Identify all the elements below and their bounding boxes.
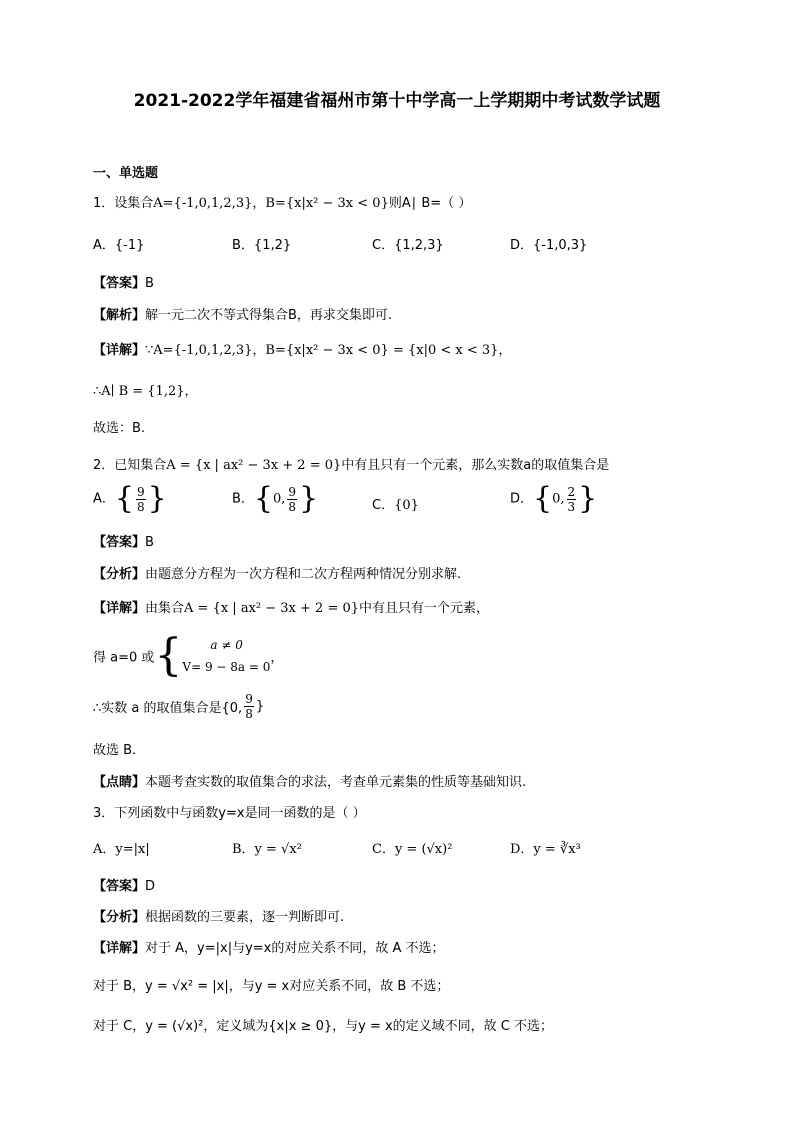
q2-option-d: D．{0, $\frac{2}{3}$ }: [510, 481, 598, 516]
q2-option-c: [372, 494, 419, 513]
system-row-1: a ≠ 0: [210, 638, 243, 652]
q3-analysis: [93, 906, 344, 925]
answer-tag: 【答案】: [93, 535, 146, 550]
q3-detail: [93, 937, 445, 956]
q1-option-a: A．{-1}: [93, 238, 145, 253]
option-label: C．: [372, 498, 395, 513]
q2-option-a: A．{ $\frac{9}{8}$ }: [93, 481, 167, 516]
q1-detail: [93, 339, 511, 358]
q3-option-c: C．y = (√x)²: [372, 842, 453, 857]
q3-option-a: A．y=|x|: [93, 842, 150, 857]
option-pre: 0,: [552, 491, 565, 507]
q1-sep: ，: [252, 196, 266, 211]
q1-option-c: C．{1,2,3}: [372, 238, 444, 253]
analysis-text: 根据函数的三要素，逐一判断即可.: [145, 910, 345, 925]
q1-detail-line2: ∴A∣ B = {1,2}，: [93, 384, 198, 399]
q2-detail: [93, 597, 489, 616]
fraction: [244, 692, 254, 721]
analysis-tag: 【分析】: [93, 910, 146, 925]
answer-value: B: [145, 276, 154, 291]
answer-tag: 【答案】: [93, 276, 146, 291]
q3-detail-line2: 对于 B，y = √x² = |x|，与y = x对应关系不同，故 B 不选；: [93, 979, 450, 994]
detail-text-suffix: 中有且只有一个元素，: [359, 601, 490, 616]
q3-option-d: D．y = ∛x³: [510, 842, 581, 857]
q3-detail-line3: 对于 C，y = (√x)²，定义域为{x|x ≥ 0}，与y = x的定义域不同，故 C 不选；: [93, 1019, 554, 1034]
denominator: 8: [245, 707, 253, 721]
q2-comment: [93, 771, 526, 790]
detail-set: A = {x | ax² − 3x + 2 = 0}: [184, 601, 360, 616]
analysis-text: 由题意分方程为一次方程和二次方程两种情况分别求解.: [145, 567, 462, 582]
result-suffix: }: [255, 699, 265, 714]
answer-value: D: [145, 879, 156, 894]
q2-conclusion: 故选 B．: [93, 743, 146, 758]
q1-set-b: B={x|x² − 3x < 0}: [265, 196, 389, 211]
numerator: 9: [245, 692, 253, 706]
q2-analysis: [93, 563, 461, 582]
system-row-2: V= 9 − 8a = 0: [182, 660, 271, 674]
q2-set: A = {x | ax² − 3x + 2 = 0}: [166, 458, 342, 473]
denominator: 8: [288, 499, 297, 514]
section-heading: 一、单选题: [93, 166, 159, 181]
denominator: 3: [567, 499, 576, 514]
numerator: 9: [137, 484, 145, 499]
detail-tag: 【详解】: [93, 343, 146, 358]
q2-stem-suffix: 中有且只有一个元素，那么实数a的取值集合是: [341, 458, 610, 473]
q2-answer: [93, 531, 154, 550]
analysis-tag: 【解析】: [93, 308, 146, 323]
q3-answer: [93, 875, 155, 894]
detail-tag: 【详解】: [93, 941, 146, 956]
q1-set-a: A={-1,0,1,2,3}: [153, 196, 253, 211]
option-pre: 0,: [273, 491, 286, 507]
comment-tag: 【点睛】: [93, 775, 146, 790]
q1-answer: [93, 272, 154, 291]
q2-stem: [93, 454, 609, 473]
analysis-text: 解一元二次不等式得集合B，再求交集即可.: [145, 308, 393, 323]
equation-system: { a ≠ 0 V= 9 − 8a = 0: [154, 630, 271, 681]
answer-tag: 【答案】: [93, 879, 146, 894]
fraction: [567, 485, 577, 514]
numerator: 2: [567, 484, 576, 499]
comment-text: 本题考查实数的取值集合的求法，考查单元素集的性质等基础知识.: [145, 775, 527, 790]
denominator: 8: [137, 499, 145, 514]
q2-stem-prefix: 2．已知集合: [93, 458, 167, 473]
q1-option-d: D．{-1,0,3}: [510, 238, 588, 253]
q2-option-b: B．{0, $\frac{9}{8}$ }: [232, 481, 319, 516]
option-text: {0}: [394, 498, 419, 513]
q3-option-b: B．y = √x²: [232, 842, 302, 857]
q2-detail-system: [93, 630, 284, 681]
q1-stem-suffix: 则A∣ B=（ ）: [388, 196, 472, 211]
q3-stem: 3．下列函数中与函数y=x是同一函数的是（ ）: [93, 806, 366, 821]
analysis-tag: 【分析】: [93, 567, 146, 582]
page-title: 2021-2022学年福建省福州市第十中学高一上学期期中考试数学试题: [133, 91, 661, 111]
q2-detail-result: [93, 692, 264, 721]
option-label: A．: [93, 491, 115, 507]
q1-conclusion: 故选：B.: [93, 421, 146, 436]
detail-text: 对于 A，y=|x|与y=x的对应关系不同，故 A 不选；: [145, 941, 445, 956]
q1-stem: [93, 192, 471, 211]
system-prefix: 得 a=0 或: [93, 650, 155, 666]
answer-value: B: [145, 535, 154, 550]
detail-tag: 【详解】: [93, 601, 146, 616]
result-prefix: ∴实数 a 的取值集合是{0,: [93, 701, 243, 716]
q1-analysis: [93, 304, 392, 323]
detail-text: 由集合: [145, 601, 185, 616]
system-suffix: ，: [270, 650, 284, 666]
numerator: 9: [288, 484, 297, 499]
q1-option-b: B．{1,2}: [232, 238, 292, 253]
option-label: B．: [232, 491, 254, 507]
fraction: [287, 485, 297, 514]
detail-text: ∵A={-1,0,1,2,3}，B={x|x² − 3x < 0} = {x|0 < x < 3}，: [145, 343, 512, 358]
q1-stem-prefix: 1．设集合: [93, 196, 154, 211]
option-label: D．: [510, 491, 534, 507]
fraction: [136, 485, 146, 514]
